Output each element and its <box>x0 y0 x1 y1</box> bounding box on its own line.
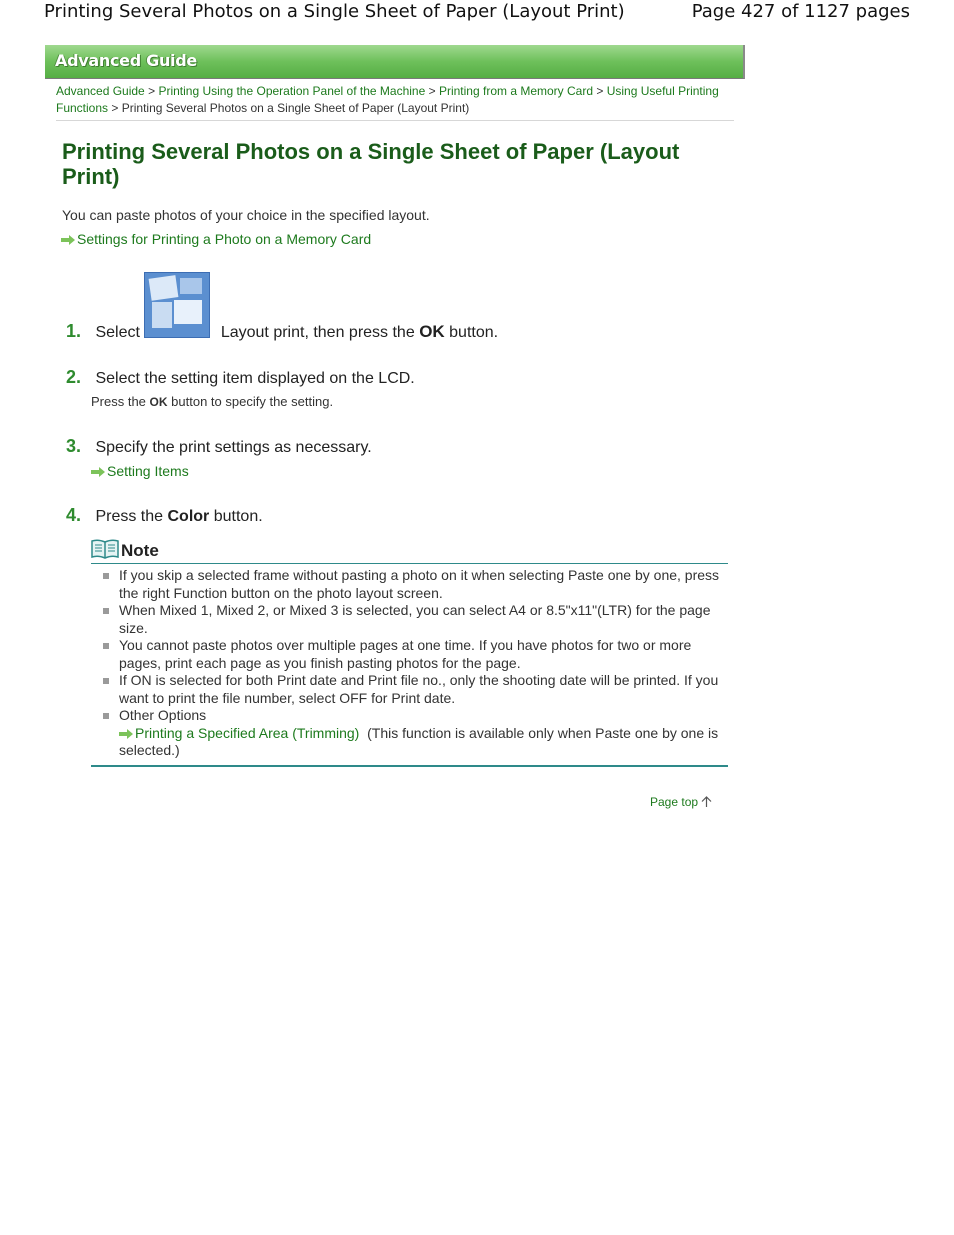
ok-button-label: OK <box>419 322 445 341</box>
step-4 <box>66 505 263 526</box>
step-number: 3. <box>66 436 82 456</box>
breadcrumb-separator: > <box>148 84 156 98</box>
step-text: button. <box>449 324 499 341</box>
note-header <box>91 539 728 564</box>
ok-button-label: OK <box>149 395 168 409</box>
breadcrumb-memory-card[interactable]: Printing from a Memory Card <box>438 84 594 98</box>
settings-link-text[interactable]: Settings for Printing a Photo on a Memory Card <box>77 231 372 247</box>
step-3 <box>66 436 372 457</box>
step-2 <box>66 367 415 388</box>
layout-print-icon <box>144 272 210 338</box>
step-1 <box>66 321 498 342</box>
note-item: You cannot paste photos over multiple pages at one time. If you have photos for two or more pages, print each page as you finish pasting photos for the page. <box>101 637 721 672</box>
settings-link[interactable] <box>61 231 371 247</box>
note-item: If ON is selected for both Print date and Print file no., only the shooting date will be printed. If you want to print the file number, select OFF for Print date. <box>101 672 721 707</box>
breadcrumb-advanced-guide[interactable]: Advanced Guide <box>56 84 145 98</box>
step-text: Select <box>95 324 140 341</box>
advanced-guide-banner <box>45 45 745 79</box>
page-header <box>0 0 954 30</box>
step-number: 2. <box>66 367 82 387</box>
header-title: Printing Several Photos on a Single Sheet of Paper (Layout Print) <box>44 1 625 22</box>
breadcrumb-separator: > <box>596 84 604 98</box>
step-number: 1. <box>66 321 82 341</box>
breadcrumb <box>56 83 726 116</box>
note-bottom-rule <box>91 765 728 767</box>
breadcrumb-divider <box>56 120 734 121</box>
intro-text: You can paste photos of your choice in the specified layout. <box>62 207 430 223</box>
banner-text: Advanced Guide <box>55 51 197 70</box>
step-text: Specify the print settings as necessary. <box>95 439 372 456</box>
step-2-detail <box>91 394 333 409</box>
note-heading: Note <box>121 541 159 560</box>
step-text: Press the <box>95 508 164 525</box>
page-top-link[interactable] <box>650 795 712 809</box>
breadcrumb-separator: > <box>111 100 119 115</box>
up-arrow-icon <box>701 796 712 808</box>
trimming-link[interactable]: Printing a Specified Area (Trimming) <box>135 724 360 741</box>
breadcrumb-useful-functions[interactable]: Using Useful Printing Functions <box>56 84 719 115</box>
note-item: When Mixed 1, Mixed 2, or Mixed 3 is selected, you can select A4 or 8.5"x11"(LTR) for the page size. <box>101 602 721 637</box>
page-top-text[interactable]: Page top <box>650 795 699 809</box>
setting-items-link[interactable] <box>91 463 189 479</box>
page-title: Printing Several Photos on a Single Sheet of Paper (Layout Print) <box>62 139 680 189</box>
step-text: Layout print, then press the <box>220 324 415 341</box>
note-list <box>101 567 721 760</box>
setting-items-link-text[interactable]: Setting Items <box>107 463 189 479</box>
color-button-label: Color <box>167 508 210 525</box>
step-text: button. <box>213 508 263 525</box>
note-item <box>101 707 721 760</box>
detail-text: Press the <box>91 394 146 409</box>
page-counter: Page 427 of 1127 pages <box>691 1 910 22</box>
note-item-text: Other Options <box>119 707 207 723</box>
link-arrow-icon <box>61 235 75 245</box>
breadcrumb-current: Printing Several Photos on a Single Sheet of Paper (Layout Print) <box>121 100 470 115</box>
note-item-text: (This function is available only when Paste one by one is selected.) <box>119 724 719 758</box>
breadcrumb-operation-panel[interactable]: Printing Using the Operation Panel of the Machine <box>158 84 426 98</box>
detail-text: button to specify the setting. <box>171 394 334 409</box>
book-icon <box>91 539 119 559</box>
link-arrow-icon <box>119 729 133 739</box>
note-item: If you skip a selected frame without pasting a photo on it when selecting Paste one by one, press the right Function button on the photo layout screen. <box>101 567 721 602</box>
step-number: 4. <box>66 505 82 525</box>
link-arrow-icon <box>91 467 105 477</box>
step-text: Select the setting item displayed on the LCD. <box>95 370 415 387</box>
breadcrumb-separator: > <box>428 84 436 98</box>
